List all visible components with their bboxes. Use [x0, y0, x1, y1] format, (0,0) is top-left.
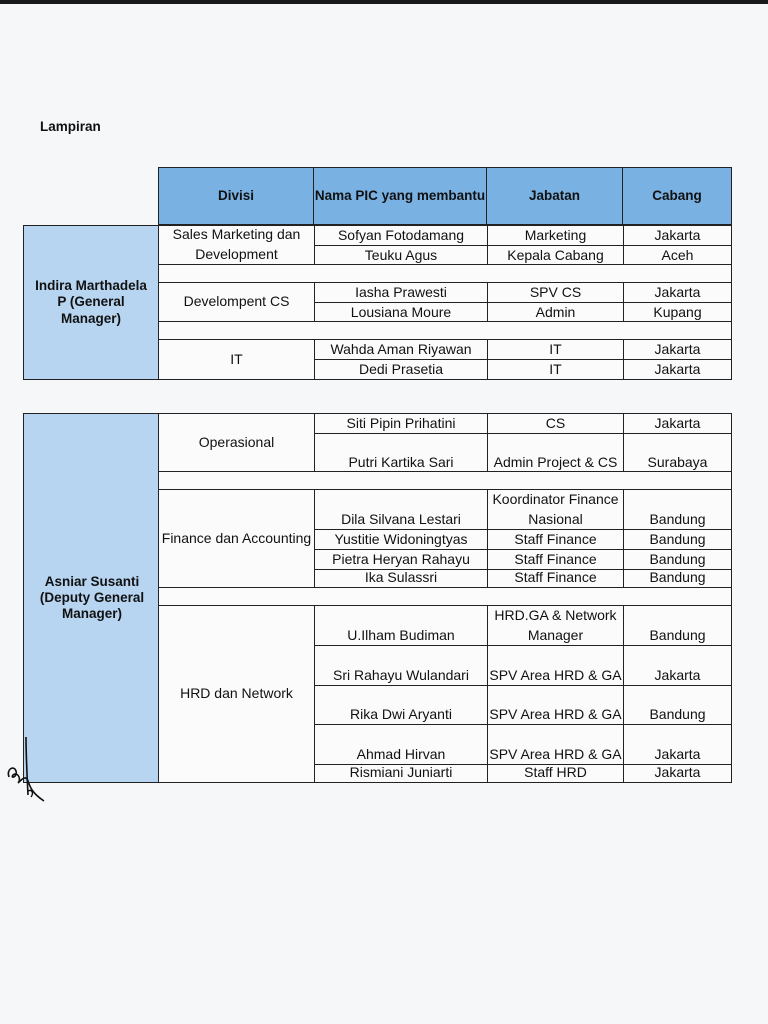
table-row [314, 302, 731, 322]
division-block [158, 489, 732, 588]
section-spacer [158, 588, 732, 605]
table-header [158, 167, 732, 225]
table-row [314, 414, 731, 433]
cell-cabang: Jakarta [623, 340, 731, 359]
cell-cabang: Kupang [623, 303, 731, 322]
table-row [314, 359, 731, 379]
cell-cabang: Jakarta [623, 725, 731, 764]
cell-jabatan: Staff Finance [487, 570, 623, 587]
division-block [158, 225, 732, 265]
cell-cabang: Bandung [623, 606, 731, 645]
cell-nama: Teuku Agus [314, 246, 487, 265]
table-row [314, 606, 731, 645]
cell-nama: Sofyan Fotodamang [314, 226, 487, 245]
division-name: Sales Marketing dan Development [172, 226, 301, 262]
table-row [314, 283, 731, 302]
cell-nama: Rika Dwi Aryanti [314, 686, 487, 724]
cell-nama: Rismiani Juniarti [314, 765, 487, 782]
section-spacer [158, 322, 732, 339]
cell-cabang: Jakarta [623, 646, 731, 685]
header-nama: Nama PIC yang membantu [314, 168, 487, 224]
cell-cabang: Bandung [623, 490, 731, 529]
cell-cabang: Surabaya [623, 434, 731, 472]
division-block [158, 282, 732, 322]
table-row [314, 226, 731, 245]
cell-jabatan: SPV Area HRD & GA [487, 725, 623, 764]
cell-cabang: Jakarta [623, 226, 731, 245]
cell-jabatan: Marketing [487, 226, 623, 245]
cell-nama: Iasha Prawesti [314, 283, 487, 302]
division-name: Operasional [198, 433, 275, 450]
cell-jabatan: IT [487, 340, 623, 359]
cell-nama: Putri Kartika Sari [314, 434, 487, 472]
cell-cabang: Jakarta [623, 360, 731, 379]
table-row [314, 340, 731, 359]
cell-cabang: Bandung [623, 686, 731, 724]
table-row [314, 645, 731, 685]
cell-jabatan: Staff Finance [487, 550, 623, 569]
cell-nama: Siti Pipin Prihatini [314, 414, 487, 433]
table-row [314, 245, 731, 265]
table-row [314, 685, 731, 724]
cell-nama: Dedi Prasetia [314, 360, 487, 379]
page-title: Lampiran [40, 119, 101, 134]
table-row [314, 724, 731, 764]
cell-nama: Ahmad Hirvan [314, 725, 487, 764]
cell-cabang: Jakarta [623, 283, 731, 302]
cell-jabatan: HRD.GA & Network Manager [487, 606, 623, 645]
table-row [314, 569, 731, 587]
table-row [314, 433, 731, 472]
cell-jabatan: Staff Finance [487, 530, 623, 549]
cell-jabatan: SPV Area HRD & GA [487, 646, 623, 685]
header-divisi: Divisi [159, 168, 314, 224]
division-name: Finance dan Accounting [161, 529, 312, 546]
cell-jabatan: CS [487, 414, 623, 433]
division-block [158, 413, 732, 472]
section-spacer [158, 472, 732, 489]
division-name: HRD dan Network [180, 685, 293, 702]
table-row [314, 529, 731, 549]
header-cabang: Cabang [652, 188, 702, 204]
cell-jabatan: Kepala Cabang [487, 246, 623, 265]
cell-nama: Dila Silvana Lestari [314, 490, 487, 529]
table-row [314, 764, 731, 782]
person-cell-1: Indira Marthadela P (General Manager) [23, 225, 159, 380]
cell-cabang: Bandung [623, 550, 731, 569]
cell-cabang: Bandung [623, 530, 731, 549]
division-name: Develompent CS [183, 293, 290, 310]
cell-jabatan: Staff HRD [487, 765, 623, 782]
cell-jabatan: Koordinator Finance Nasional [487, 490, 623, 529]
handwritten-signature [4, 735, 54, 805]
cell-cabang: Jakarta [623, 765, 731, 782]
cell-cabang: Bandung [623, 570, 731, 587]
cell-jabatan: SPV Area HRD & GA [487, 686, 623, 724]
cell-nama: Lousiana Moure [314, 303, 487, 322]
cell-jabatan: Admin Project & CS [487, 434, 623, 472]
cell-cabang: Aceh [623, 246, 731, 265]
cell-nama: U.Ilham Budiman [314, 606, 487, 645]
cell-cabang: Jakarta [623, 414, 731, 433]
division-name: IT [230, 350, 243, 367]
cell-jabatan: Admin [487, 303, 623, 322]
person-cell-2: Asniar Susanti (Deputy General Manager) [23, 413, 161, 783]
section-spacer [158, 265, 732, 282]
cell-nama: Yustitie Widoningtyas [314, 530, 487, 549]
table-row [314, 549, 731, 569]
cell-nama: Sri Rahayu Wulandari [314, 646, 487, 685]
cell-jabatan: IT [487, 360, 623, 379]
cell-nama: Pietra Heryan Rahayu [314, 550, 487, 569]
table-row [314, 490, 731, 529]
cell-nama: Wahda Aman Riyawan [314, 340, 487, 359]
cell-jabatan: SPV CS [487, 283, 623, 302]
cell-nama: Ika Sulassri [314, 570, 487, 587]
division-block [158, 605, 732, 783]
division-block [158, 339, 732, 380]
scan-top-edge [0, 0, 768, 4]
header-jabatan: Jabatan [487, 168, 623, 224]
